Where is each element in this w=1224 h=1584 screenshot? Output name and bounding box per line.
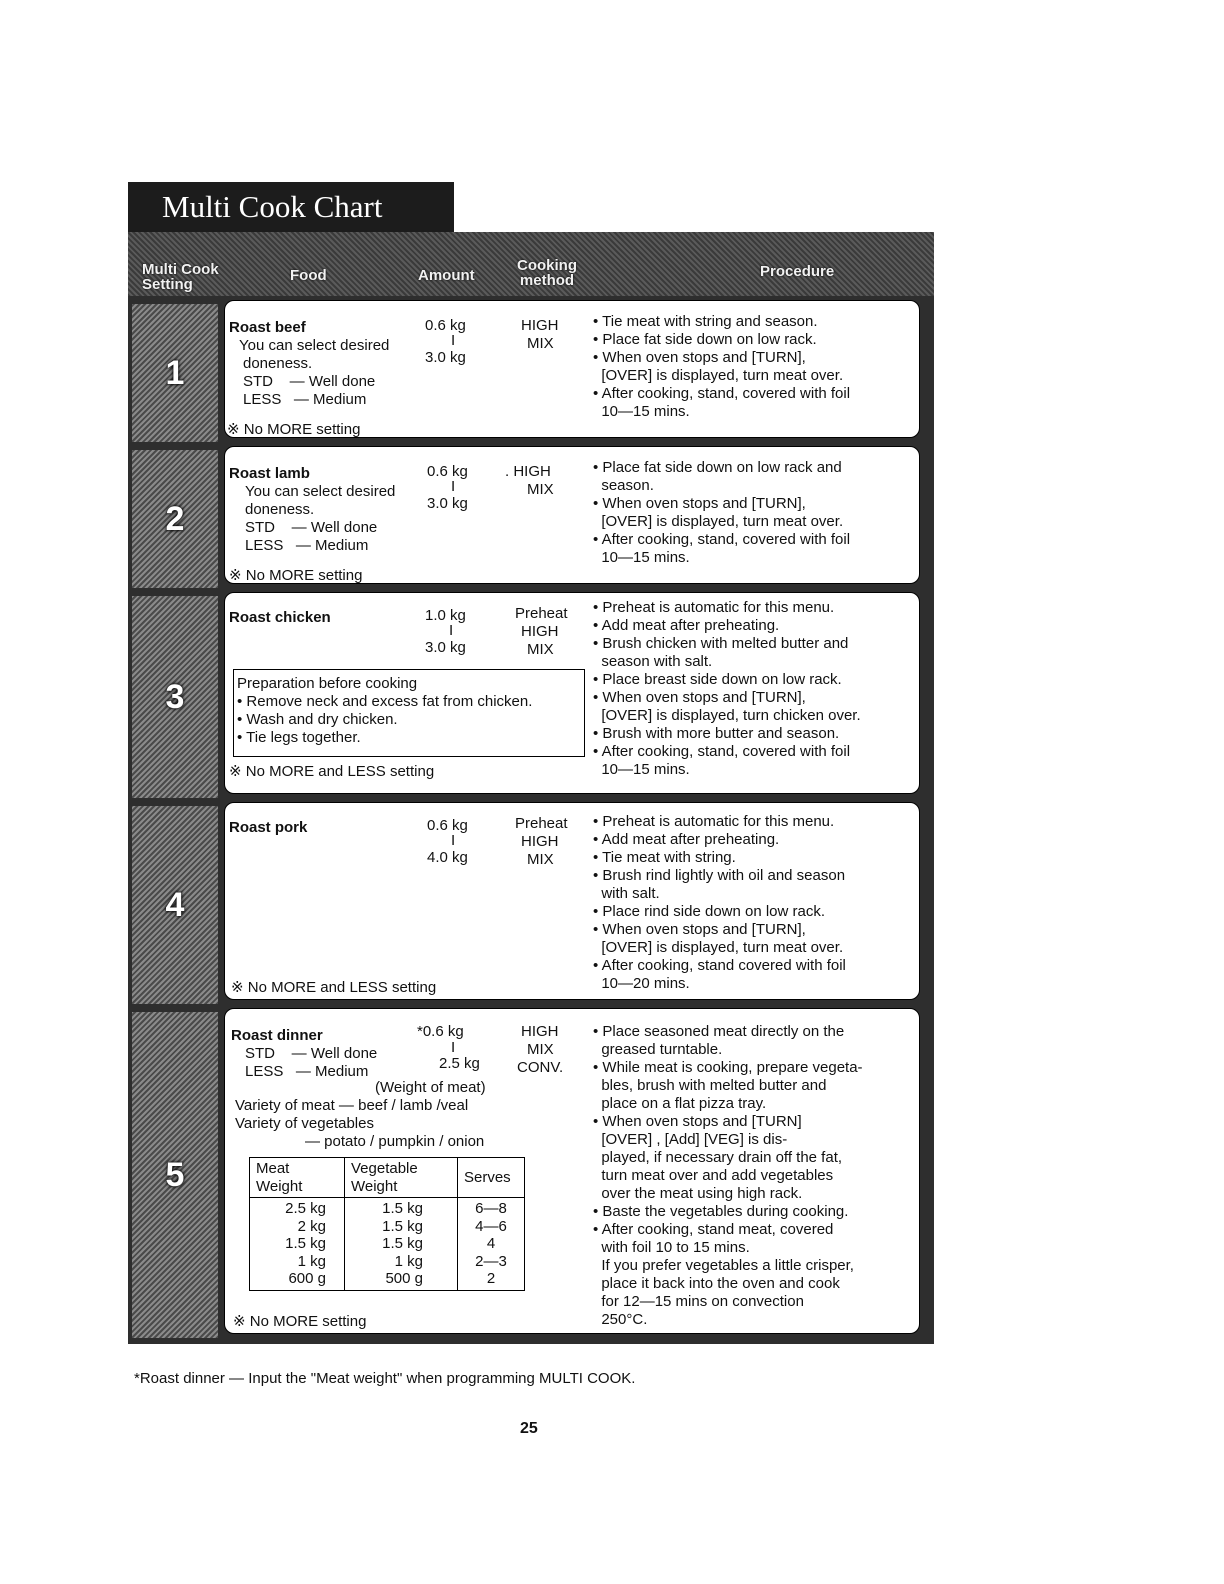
variety-line: — potato / pumpkin / onion xyxy=(305,1133,485,1150)
amount-sep: I xyxy=(451,332,456,349)
procedure-line: [OVER] is displayed, turn meat over. xyxy=(593,367,844,384)
method-line: MIX xyxy=(527,481,554,498)
procedure-line: • Brush chicken with melted butter and xyxy=(593,635,849,652)
prep-title: Preparation before cooking xyxy=(237,675,418,692)
amount-max: 4.0 kg xyxy=(427,849,468,866)
food-line: doneness. xyxy=(245,501,315,518)
procedure-line: • When oven stops and [TURN], xyxy=(593,921,806,938)
variety-line: Variety of vegetables xyxy=(235,1115,374,1132)
procedure-line: • Add meat after preheating. xyxy=(593,831,780,848)
amount-max: 3.0 kg xyxy=(427,495,468,512)
method-line: . HIGH xyxy=(505,463,551,480)
procedure-line: • Place breast side down on low rack. xyxy=(593,671,842,688)
procedure-line: • When oven stops and [TURN], xyxy=(593,689,806,706)
food-line: STD — Well done xyxy=(245,1045,378,1062)
setting-number-4: 4 xyxy=(132,806,218,1004)
amount-sep: I xyxy=(451,1039,456,1056)
procedure-line: • After cooking, stand, covered with foil xyxy=(593,385,851,402)
amount-min: 0.6 kg xyxy=(425,317,466,334)
prep-line: • Wash and dry chicken. xyxy=(237,711,398,728)
food-line: LESS — Medium xyxy=(243,391,367,408)
method-line: HIGH xyxy=(521,1023,559,1040)
method-line: CONV. xyxy=(517,1059,564,1076)
procedure-line: • Preheat is automatic for this menu. xyxy=(593,599,835,616)
method-line: HIGH xyxy=(521,623,559,640)
row-roast-pork xyxy=(224,802,920,1000)
procedure-line: [OVER] , [Add] [VEG] is dis- xyxy=(593,1131,788,1148)
serves-table xyxy=(249,1157,525,1291)
amount-min: 0.6 kg xyxy=(427,463,468,480)
procedure-line: • Tie meat with string. xyxy=(593,849,736,866)
procedure-line: • Baste the vegetables during cooking. xyxy=(593,1203,849,1220)
amount-min: *0.6 kg xyxy=(417,1023,464,1040)
multi-cook-chart xyxy=(128,232,934,1344)
procedure-line: 10—15 mins. xyxy=(593,403,690,420)
procedure-line: 10—15 mins. xyxy=(593,549,690,566)
procedure-line: place it back into the oven and cook xyxy=(593,1275,840,1292)
col-header-serves: Serves xyxy=(458,1158,525,1198)
amount-min: 0.6 kg xyxy=(427,817,468,834)
procedure-line: [OVER] is displayed, turn chicken over. xyxy=(593,707,861,724)
procedure-line: for 12—15 mins on convection xyxy=(593,1293,804,1310)
setting-number-2: 2 xyxy=(132,450,218,588)
row-roast-beef xyxy=(224,300,920,438)
procedure-line: • Preheat is automatic for this menu. xyxy=(593,813,835,830)
setting-note: ※ No MORE setting xyxy=(229,567,363,584)
procedure-line: • Place fat side down on low rack and xyxy=(593,459,842,476)
procedure-line: • Tie meat with string and season. xyxy=(593,313,818,330)
procedure-line: season. xyxy=(593,477,654,494)
food-line: You can select desired xyxy=(245,483,396,500)
chart-title: Multi Cook Chart xyxy=(128,182,454,232)
food-line: STD — Well done xyxy=(243,373,376,390)
method-line: HIGH xyxy=(521,833,559,850)
col-header-veg: Vegetable Weight xyxy=(345,1158,458,1198)
header-setting: Multi Cook Setting xyxy=(142,261,219,293)
amount-max: 3.0 kg xyxy=(425,349,466,366)
food-name: Roast beef xyxy=(229,319,306,336)
amount-min: 1.0 kg xyxy=(425,607,466,624)
procedure-line: If you prefer vegetables a little crisper, xyxy=(593,1257,854,1274)
variety-line: Variety of meat — beef / lamb /veal xyxy=(235,1097,469,1114)
procedure-line: • When oven stops and [TURN] xyxy=(593,1113,802,1130)
amount-max: 3.0 kg xyxy=(425,639,466,656)
procedure-line: • After cooking, stand covered with foil xyxy=(593,957,846,974)
procedure-line: 10—20 mins. xyxy=(593,975,690,992)
procedure-line: turn meat over and add vegetables xyxy=(593,1167,834,1184)
row-roast-chicken xyxy=(224,592,920,794)
setting-note: ※ No MORE setting xyxy=(233,1313,367,1330)
procedure-line: • Place rind side down on low rack. xyxy=(593,903,826,920)
setting-note: ※ No MORE setting xyxy=(227,421,361,438)
procedure-line: played, if necessary drain off the fat, xyxy=(593,1149,843,1166)
procedure-line: 10—15 mins. xyxy=(593,761,690,778)
method-line: MIX xyxy=(527,641,554,658)
procedure-line: • After cooking, stand, covered with foil xyxy=(593,743,851,760)
header-amount: Amount xyxy=(418,267,475,284)
method-line: Preheat xyxy=(515,815,568,832)
setting-note: ※ No MORE and LESS setting xyxy=(229,763,435,780)
food-line: LESS — Medium xyxy=(245,537,369,554)
procedure-line: • Brush with more butter and season. xyxy=(593,725,840,742)
procedure-line: • While meat is cooking, prepare vegeta- xyxy=(593,1059,863,1076)
procedure-line: • Add meat after preheating. xyxy=(593,617,780,634)
setting-number-5: 5 xyxy=(132,1012,218,1338)
setting-number-3: 3 xyxy=(132,596,218,798)
procedure-line: place on a flat pizza tray. xyxy=(593,1095,767,1112)
amount-sep: I xyxy=(449,622,454,639)
prep-line: • Tie legs together. xyxy=(237,729,361,746)
method-line: MIX xyxy=(527,335,554,352)
header-food: Food xyxy=(290,267,327,284)
setting-note: ※ No MORE and LESS setting xyxy=(231,979,437,996)
method-line: HIGH xyxy=(521,317,559,334)
serves-cell: 6—8 4—6 4 2—3 2 xyxy=(458,1198,525,1291)
col-header-meat: Meat Weight xyxy=(250,1158,345,1198)
food-line: STD — Well done xyxy=(245,519,378,536)
food-line: doneness. xyxy=(243,355,313,372)
table-header xyxy=(128,232,934,296)
amount-sep: I xyxy=(451,478,456,495)
footnote: *Roast dinner — Input the "Meat weight" when programming MULTI COOK. xyxy=(134,1370,636,1387)
page-number: 25 xyxy=(520,1420,538,1437)
procedure-line: with foil 10 to 15 mins. xyxy=(593,1239,750,1256)
amount-max: 2.5 kg xyxy=(439,1055,480,1072)
amount-note: (Weight of meat) xyxy=(375,1079,486,1096)
food-name: Roast lamb xyxy=(229,465,310,482)
veg-weight-cell: 1.5 kg 1.5 kg 1.5 kg 1 kg 500 g xyxy=(345,1198,458,1291)
method-line: MIX xyxy=(527,1041,554,1058)
procedure-line: over the meat using high rack. xyxy=(593,1185,803,1202)
prep-line: • Remove neck and excess fat from chicken. xyxy=(237,693,533,710)
procedure-line: greased turntable. xyxy=(593,1041,723,1058)
setting-number-1: 1 xyxy=(132,304,218,442)
header-procedure: Procedure xyxy=(760,263,835,280)
food-line: You can select desired xyxy=(239,337,390,354)
food-name: Roast dinner xyxy=(231,1027,323,1044)
procedure-line: • Brush rind lightly with oil and season xyxy=(593,867,846,884)
procedure-line: 250°C. xyxy=(593,1311,648,1328)
procedure-line: [OVER] is displayed, turn meat over. xyxy=(593,939,844,956)
meat-weight-cell: 2.5 kg 2 kg 1.5 kg 1 kg 600 g xyxy=(250,1198,345,1291)
procedure-line: bles, brush with melted butter and xyxy=(593,1077,827,1094)
procedure-line: • After cooking, stand meat, covered xyxy=(593,1221,834,1238)
procedure-line: • When oven stops and [TURN], xyxy=(593,495,806,512)
procedure-line: • After cooking, stand, covered with foil xyxy=(593,531,851,548)
row-roast-dinner xyxy=(224,1008,920,1334)
food-name: Roast pork xyxy=(229,819,308,836)
procedure-line: • Place seasoned meat directly on the xyxy=(593,1023,845,1040)
method-line: MIX xyxy=(527,851,554,868)
procedure-line: with salt. xyxy=(593,885,660,902)
procedure-line: season with salt. xyxy=(593,653,713,670)
amount-sep: I xyxy=(451,832,456,849)
procedure-line: • When oven stops and [TURN], xyxy=(593,349,806,366)
food-name: Roast chicken xyxy=(229,609,331,626)
procedure-line: • Place fat side down on low rack. xyxy=(593,331,817,348)
method-line: Preheat xyxy=(515,605,568,622)
food-line: LESS — Medium xyxy=(245,1063,369,1080)
header-method: Cooking method xyxy=(517,257,577,289)
row-roast-lamb xyxy=(224,446,920,584)
procedure-line: [OVER] is displayed, turn meat over. xyxy=(593,513,844,530)
